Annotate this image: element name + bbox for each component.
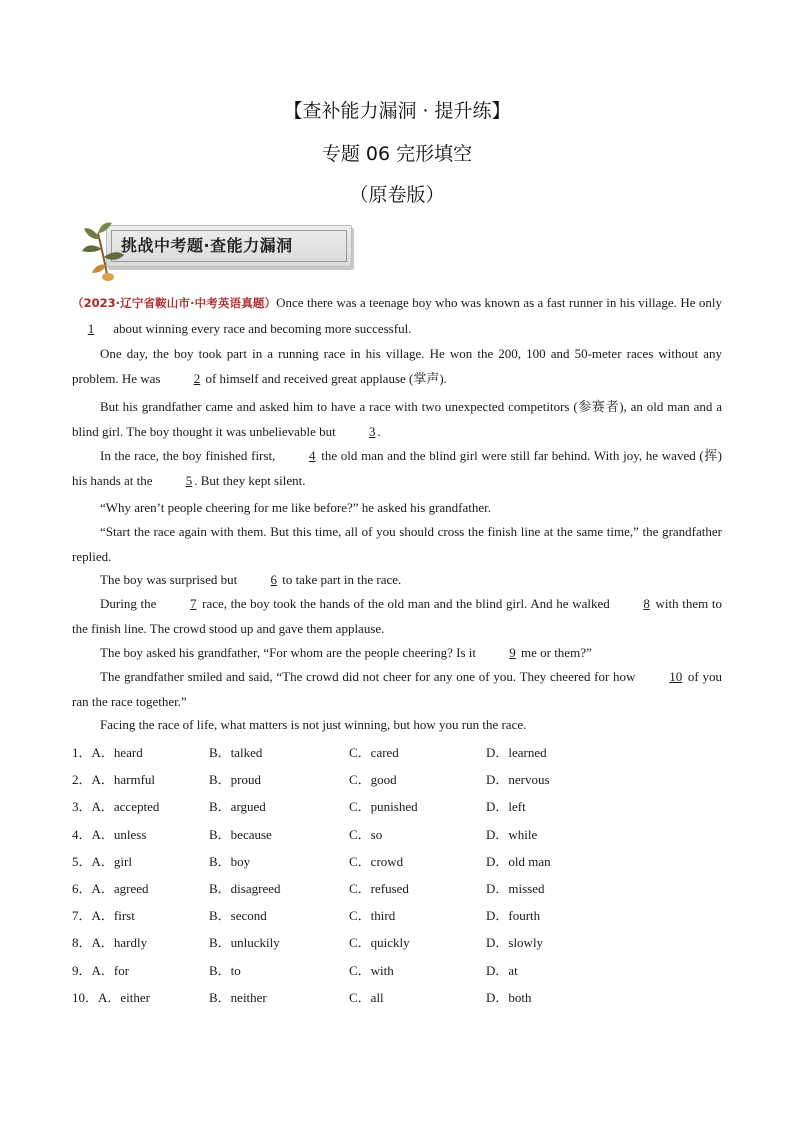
option-b[interactable]: B．neither	[209, 989, 267, 1005]
option-row	[72, 847, 722, 874]
paragraph-6: “Start the race again with them. But this time, all of you should cross the finish line at the same time,” the grandfather replied.	[72, 524, 722, 564]
option-row	[72, 901, 722, 928]
option-d[interactable]: D．missed	[486, 880, 545, 896]
option-d[interactable]: D．learned	[486, 745, 547, 760]
option-b[interactable]: B．disagreed	[209, 880, 281, 896]
option-c[interactable]: C．with	[349, 962, 394, 978]
page-title: 【查补能力漏洞 · 提升练】	[283, 100, 511, 122]
paragraph-5: “Why aren’t people cheering for me like before?” he asked his grandfather.	[100, 500, 492, 515]
option-b[interactable]: B．argued	[209, 799, 266, 815]
option-row	[72, 928, 722, 955]
paragraph-8: During the 7 race, the boy took the hands of the old man and the blind girl. And he walked 8 with them to the finish line. The crowd stood up and gave them applause.	[72, 591, 722, 641]
blank-8[interactable]: 8	[643, 596, 650, 611]
banner-label: 挑战中考题·查能力漏洞	[121, 236, 293, 255]
blank-10[interactable]: 10	[669, 669, 683, 684]
option-a[interactable]: 6．A．agreed	[72, 880, 149, 896]
blank-5[interactable]: 5	[185, 473, 193, 488]
paragraph-9: The boy asked his grandfather, “For whom are the people cheering? Is it 9 me or them?”	[72, 640, 722, 665]
paragraph-11: Facing the race of life, what matters is not just winning, but how you run the race.	[100, 717, 527, 732]
option-row	[72, 874, 722, 901]
paragraph-4: In the race, the boy finished first, 4 the old man and the blind girl were still far behind. With joy, he waved (挥) his hands at the 5 . But they kept silent.	[72, 443, 722, 493]
option-row	[72, 983, 722, 1010]
option-d[interactable]: D．at	[486, 962, 518, 978]
option-a[interactable]: 7．A．first	[72, 908, 135, 924]
question-source: （2023·辽宁省鞍山市·中考英语真题）	[72, 296, 277, 310]
option-c[interactable]: C．good	[349, 772, 397, 788]
option-a[interactable]: 2．A．harmful	[72, 772, 156, 788]
option-row	[72, 765, 722, 792]
paragraph-7: The boy was surprised but 6 to take part in the race.	[72, 567, 722, 592]
option-row	[72, 738, 722, 765]
option-a[interactable]: 8．A．hardly	[72, 935, 148, 951]
option-d[interactable]: D．fourth	[486, 908, 541, 924]
option-c[interactable]: C．cared	[349, 745, 399, 760]
option-b[interactable]: B．because	[209, 826, 272, 842]
paragraph-10: The grandfather smiled and said, “The crowd did not cheer for any one of you. They cheered for how 10 of you ran the race together.”	[72, 664, 722, 714]
option-a[interactable]: 5．A．girl	[72, 853, 132, 869]
blank-6[interactable]: 6	[270, 572, 277, 587]
option-c[interactable]: C．punished	[349, 799, 418, 815]
blank-1[interactable]: 1	[87, 321, 95, 336]
option-c[interactable]: C．refused	[349, 880, 409, 896]
section-banner	[78, 221, 350, 283]
option-d[interactable]: D．both	[486, 989, 532, 1005]
option-row	[72, 956, 722, 983]
option-c[interactable]: C．crowd	[349, 853, 404, 869]
option-b[interactable]: B．proud	[209, 772, 262, 788]
option-row	[72, 820, 722, 847]
option-a[interactable]: 4．A．unless	[72, 826, 147, 842]
option-c[interactable]: C．so	[349, 826, 383, 842]
option-d[interactable]: D．left	[486, 799, 526, 815]
option-d[interactable]: D．slowly	[486, 935, 544, 951]
option-b[interactable]: B．to	[209, 962, 241, 978]
option-b[interactable]: B．unluckily	[209, 935, 280, 951]
blank-9[interactable]: 9	[509, 645, 516, 660]
option-a[interactable]: 1．A．heard	[72, 745, 143, 760]
option-a[interactable]: 9．A．for	[72, 962, 130, 978]
paragraph-1: （2023·辽宁省鞍山市·中考英语真题）Once there was a teenage boy who was known as a fast runner in his village. He only 1 about winning every race and becoming more successful.	[72, 290, 722, 341]
option-row	[72, 792, 722, 819]
option-c[interactable]: C．all	[349, 989, 384, 1005]
topic-title: 专题 06 完形填空	[321, 143, 473, 165]
option-b[interactable]: B．boy	[209, 853, 251, 869]
option-b[interactable]: B．talked	[209, 745, 263, 760]
option-d[interactable]: D．nervous	[486, 772, 550, 788]
edition-label: （原卷版）	[349, 184, 445, 206]
option-a[interactable]: 3．A．accepted	[72, 799, 160, 815]
blank-3[interactable]: 3	[368, 424, 376, 439]
option-d[interactable]: D．while	[486, 826, 538, 842]
blank-4[interactable]: 4	[309, 448, 316, 463]
option-c[interactable]: C．quickly	[349, 935, 410, 951]
paragraph-3: But his grandfather came and asked him to have a race with two unexpected competitors (参赛者), an old man and a blind girl. The boy thought it was unbelievable but 3 .	[72, 394, 722, 444]
option-d[interactable]: D．old man	[486, 853, 551, 869]
paragraph-2: One day, the boy took part in a running race in his village. He won the 200, 100 and 50-meter races without any problem. He was 2 of himself and received great applause (掌声).	[72, 341, 722, 391]
option-c[interactable]: C．third	[349, 908, 396, 924]
blank-2[interactable]: 2	[193, 371, 201, 386]
options-list	[72, 738, 722, 1010]
blank-7[interactable]: 7	[189, 596, 197, 611]
option-a[interactable]: 10．A．either	[72, 989, 150, 1005]
option-b[interactable]: B．second	[209, 908, 267, 924]
plant-icon	[78, 221, 138, 283]
